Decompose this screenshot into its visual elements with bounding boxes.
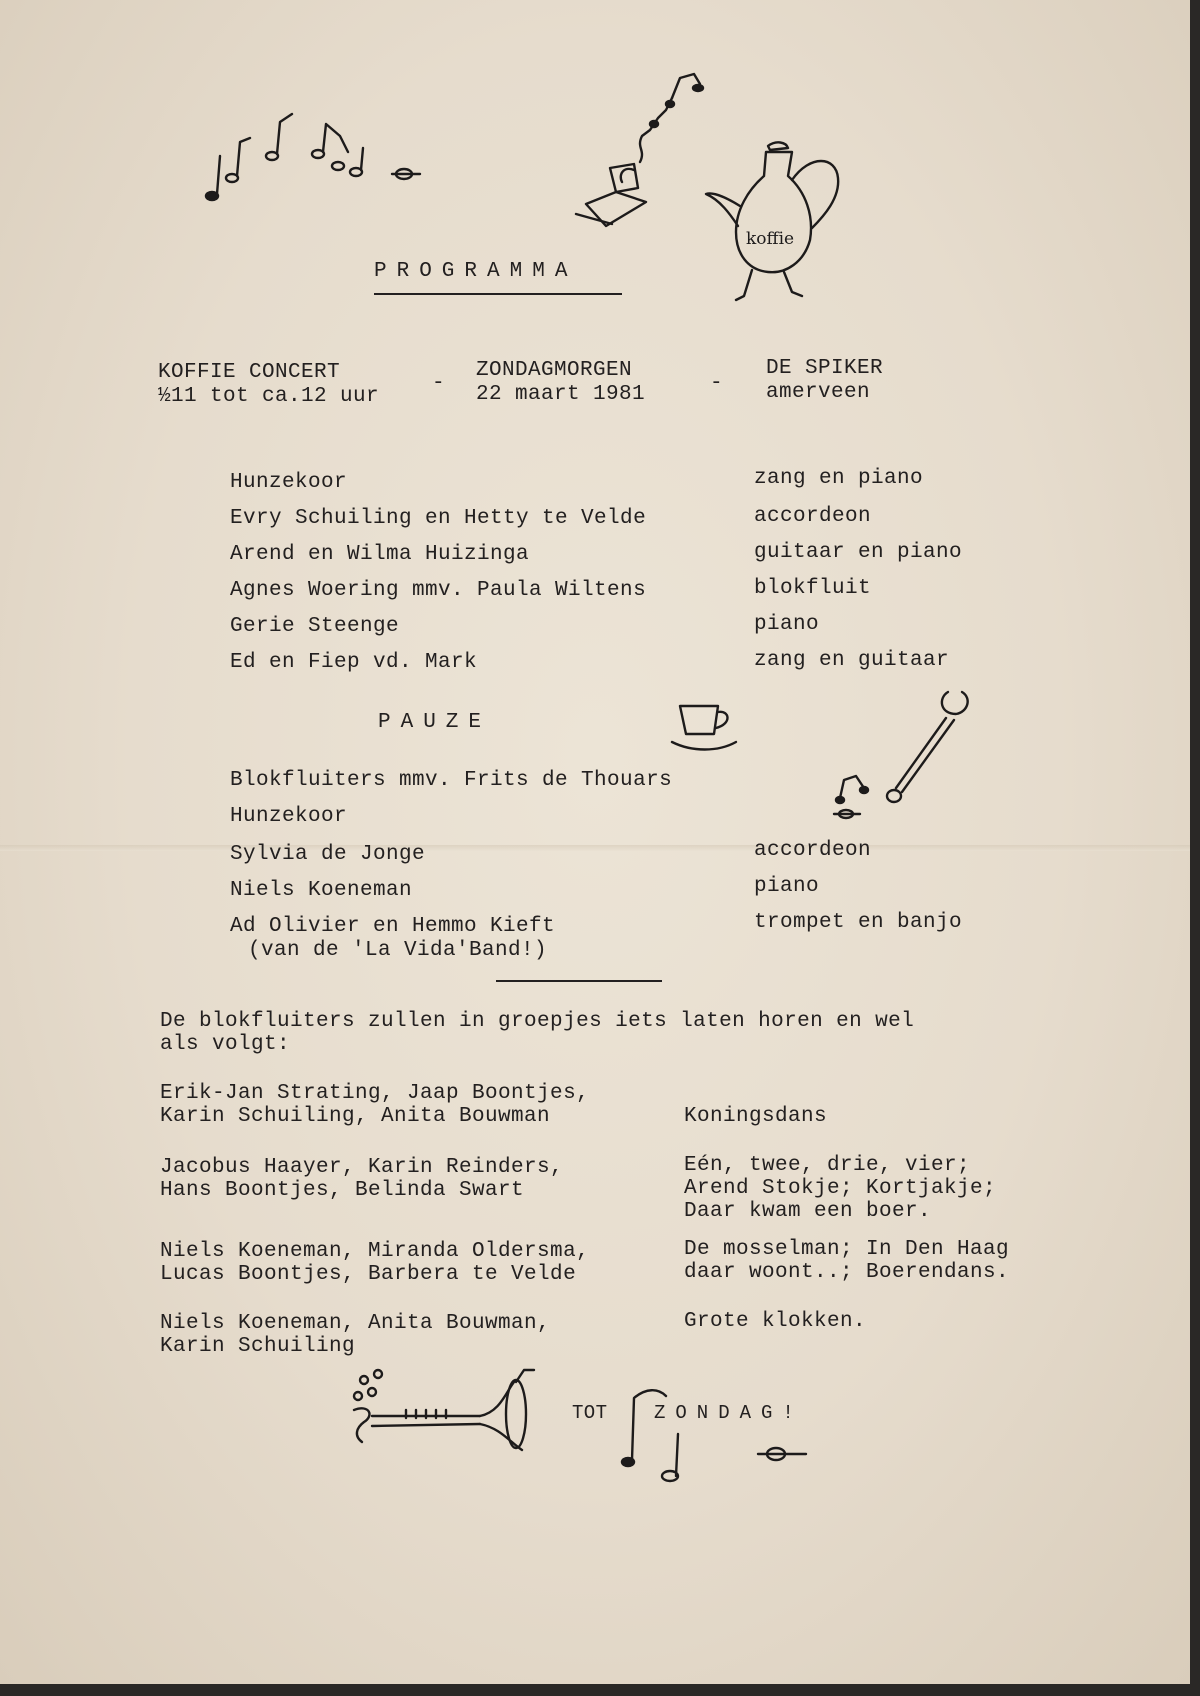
performer: Niels Koeneman — [230, 879, 413, 902]
venue-name: DE SPIKER — [766, 357, 884, 380]
group-pieces: Grote klokken. — [684, 1310, 867, 1333]
teapot-label: koffie — [746, 229, 795, 249]
instrument: blokfluit — [754, 577, 872, 600]
header-separator: - — [710, 372, 723, 395]
performer-note: (van de 'La Vida'Band!) — [248, 939, 548, 962]
closing-tot: TOT — [572, 1402, 608, 1424]
group-pieces: Koningsdans — [684, 1105, 828, 1129]
group-pieces: Eén, twee, drie, vier; Arend Stokje; Kortjakje; Daar kwam een boer. — [684, 1154, 997, 1224]
header-separator: - — [432, 372, 445, 395]
performer: Agnes Woering mmv. Paula Wiltens — [230, 579, 647, 602]
closing-notes-icon — [618, 1374, 828, 1484]
performer: Arend en Wilma Huizinga — [230, 543, 530, 566]
page-title: PROGRAMMA — [374, 260, 622, 295]
instrument: zang en guitaar — [754, 649, 950, 672]
coffee-pot-icon — [706, 136, 856, 306]
music-notes-icon — [200, 108, 440, 208]
pause-heading: PAUZE — [378, 711, 492, 734]
performer: Ad Olivier en Hemmo Kieft — [230, 915, 556, 938]
instrument: trompet en banjo — [754, 911, 963, 934]
instrument: piano — [754, 875, 820, 898]
group-names: Niels Koeneman, Anita Bouwman, Karin Schuiling — [160, 1312, 551, 1359]
performer: Sylvia de Jonge — [230, 843, 426, 866]
closing-zondag: ZONDAG! — [654, 1402, 804, 1424]
event-day: ZONDAGMORGEN — [476, 359, 633, 382]
performer: Gerie Steenge — [230, 615, 400, 638]
intro-text: De blokfluiters zullen in groepjes iets laten horen en wel als volgt: — [160, 1010, 915, 1057]
performer: Ed en Fiep vd. Mark — [230, 651, 478, 674]
performer: Blokfluiters mmv. Frits de Thouars — [230, 769, 673, 792]
instrument: piano — [754, 613, 820, 636]
group-names: Erik-Jan Strating, Jaap Boontjes, Karin Schuiling, Anita Bouwman — [160, 1082, 590, 1129]
trumpet-icon — [350, 1366, 570, 1456]
paper-fold — [0, 845, 1190, 851]
performer: Evry Schuiling en Hetty te Velde — [230, 507, 647, 530]
event-time: ½11 tot ca.12 uur — [158, 385, 380, 408]
venue-place: amerveen — [766, 381, 871, 404]
group-names: Jacobus Haayer, Karin Reinders, Hans Boontjes, Belinda Swart — [160, 1156, 564, 1203]
group-names: Niels Koeneman, Miranda Oldersma, Lucas Boontjes, Barbera te Velde — [160, 1240, 590, 1287]
coffee-cup-icon — [576, 64, 726, 234]
divider-line — [496, 980, 662, 982]
instrument: accordeon — [754, 839, 872, 862]
event-date: 22 maart 1981 — [476, 383, 646, 406]
cup-icon — [672, 700, 742, 756]
event-name: KOFFIE CONCERT — [158, 361, 341, 384]
instrument: accordeon — [754, 505, 872, 528]
performer: Hunzekoor — [230, 805, 348, 828]
instrument-doodle-icon — [826, 684, 986, 824]
group-pieces: De mosselman; In Den Haag daar woont..; Boerendans. — [684, 1238, 1010, 1285]
performer: Hunzekoor — [230, 471, 348, 494]
instrument: zang en piano — [754, 467, 924, 490]
instrument: guitaar en piano — [754, 541, 963, 564]
